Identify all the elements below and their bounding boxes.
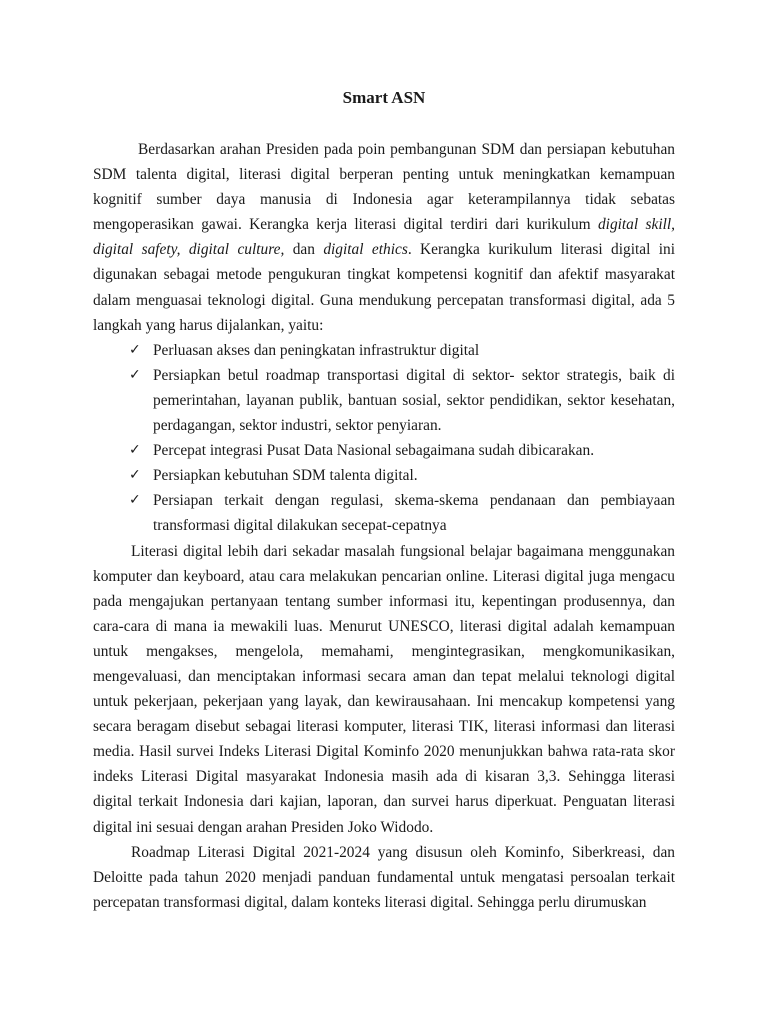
checkmark-icon: ✓: [129, 492, 141, 509]
list-item: [93, 488, 675, 538]
paragraph-intro-text-2: dan: [284, 241, 324, 259]
list-item-text: Persiapan terkait dengan regulasi, skema-skema pendanaan dan pembiayaan transformasi digital dilakukan secepat-cepatnya: [153, 492, 675, 535]
paragraph-roadmap: Roadmap Literasi Digital 2021-2024 yang disusun oleh Kominfo, Siberkreasi, dan Deloitte pada tahun 2020 menjadi panduan fundamental untuk mengatasi persoalan terkait percepatan transformasi digital, dalam konteks literasi digital. Sehingga perlu dirumuskan: [93, 843, 675, 911]
paragraph-intro-text-1: Berdasarkan arahan Presiden pada poin pembangunan SDM dan persiapan kebutuhan SDM talenta digital, literasi digital berperan penting untuk meningkatkan kemampuan kognitif sumber daya manusia di Indonesia agar keterampilannya tidak sebatas mengoperasikan gawai. Kerangka kerja literasi digital terdiri dari kurikulum: [93, 141, 675, 234]
paragraph-literasi-digital: Literasi digital lebih dari sekadar masalah fungsional belajar bagaimana menggunakan komputer dan keyboard, atau cara melakukan pencarian online. Literasi digital juga mengacu pada mengajukan pertanyaan tentang sumber informasi itu, kepentingan produsennya, dan cara-cara di mana ia mewakili luas. Menurut UNESCO, literasi digital adalah kemampuan untuk mengakses, mengelola, memahami, mengintegrasikan, mengkomunikasikan, mengevaluasi, dan menciptakan informasi secara aman dan tepat melalui teknologi digital untuk pekerjaan, pekerjaan yang layak, dan kewirausahaan. Ini mencakup kompetensi yang secara beragam disebut sebagai literasi komputer, literasi TIK, literasi informasi dan literasi media. Hasil survei Indeks Literasi Digital Kominfo 2020 menunjukkan bahwa rata-rata skor indeks Literasi Digital masyarakat Indonesia masih ada di kisaran 3,3. Sehingga literasi digital terkait Indonesia dari kajian, laporan, dan survei harus diperkuat. Penguatan literasi digital ini sesuai dengan arahan Presiden Joko Widodo.: [93, 542, 675, 836]
page-title: Smart ASN: [342, 88, 426, 107]
list-item: [93, 363, 675, 438]
paragraph-intro-text-3: . Kerangka kurikulum literasi digital ini digunakan sebagai metode pengukuran tingkat kompetensi kognitif dan afektif masyarakat dalam menguasai teknologi digital. Guna mendukung percepatan transformasi digital, ada 5 langkah yang harus dijalankan, yaitu:: [93, 241, 676, 334]
list-item-text: Persiapkan kebutuhan SDM talenta digital.: [153, 467, 418, 485]
paragraph-intro-italic-1: digital skill, digital safety, digital culture,: [93, 216, 675, 259]
list-item-text: Percepat integrasi Pusat Data Nasional sebagaimana sudah dibicarakan.: [153, 442, 595, 460]
checkmark-icon: ✓: [129, 467, 141, 484]
document-body: [93, 137, 675, 915]
list-item: [93, 463, 675, 488]
paragraph-intro: [93, 137, 675, 338]
checkmark-icon: ✓: [129, 366, 141, 383]
paragraph-intro-italic-2: digital ethics: [323, 241, 408, 259]
list-item-text: Persiapkan betul roadmap transportasi digital di sektor- sektor strategis, baik di pemerintahan, layanan publik, bantuan sosial, sektor pendidikan, sektor kesehatan, perdagangan, sektor industri, sektor penyiaran.: [153, 366, 675, 435]
list-item: [93, 338, 675, 363]
checkmark-icon: ✓: [129, 442, 141, 459]
list-item: [93, 438, 675, 463]
list-item-text: Perluasan akses dan peningkatan infrastruktur digital: [153, 341, 480, 359]
steps-checklist: [93, 338, 675, 539]
checkmark-icon: ✓: [129, 341, 141, 358]
